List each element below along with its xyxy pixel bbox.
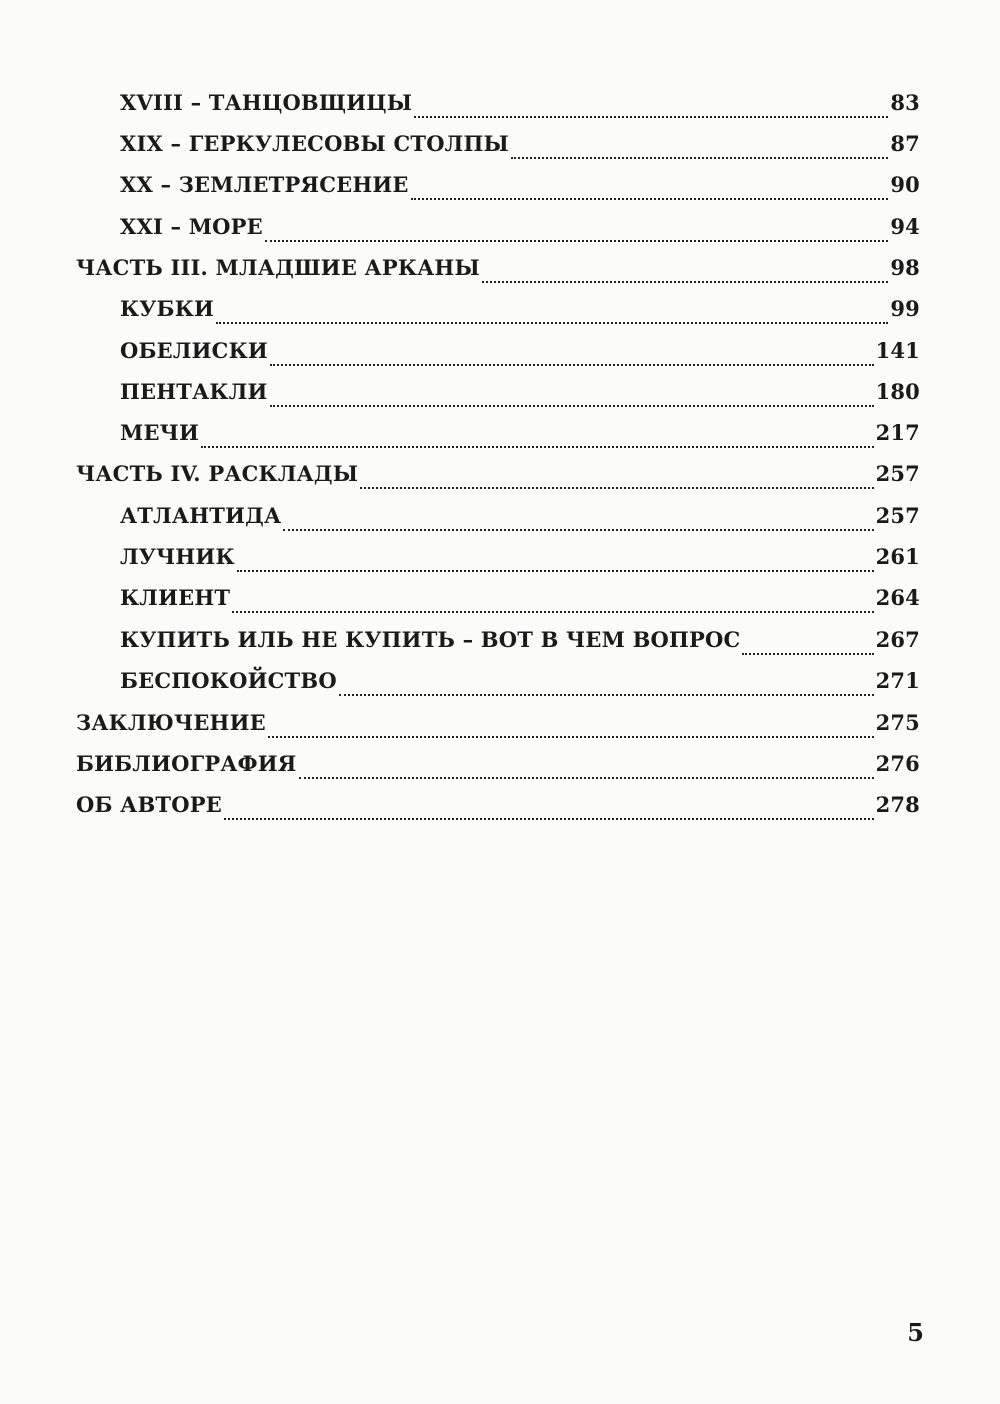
toc-part-entry[interactable] — [76, 461, 920, 495]
toc-entry-page: 94 — [890, 214, 920, 239]
toc-entry-title: ЧАСТЬ IV. РАСКЛАДЫ — [76, 461, 359, 486]
toc-entry[interactable] — [120, 90, 920, 124]
toc-entry-page: 180 — [875, 379, 920, 404]
toc-entry-page: 271 — [875, 668, 920, 693]
toc-entry-title: БИБЛИОГРАФИЯ — [76, 751, 297, 776]
toc-entry[interactable] — [120, 585, 920, 619]
toc-entry-page: 257 — [875, 503, 920, 528]
toc-entry[interactable] — [120, 131, 920, 165]
toc-leader-dots — [201, 446, 873, 448]
toc-leader-dots — [283, 529, 873, 531]
toc-leader-dots — [299, 777, 874, 779]
toc-entry-title: АТЛАНТИДА — [120, 503, 282, 528]
toc-leader-dots — [265, 240, 889, 242]
toc-entry[interactable] — [120, 172, 920, 206]
toc-part-entry[interactable] — [76, 792, 920, 826]
toc-entry-title: КУБКИ — [120, 296, 215, 321]
toc-entry[interactable] — [120, 214, 920, 248]
toc-entry-page: 90 — [890, 172, 920, 197]
toc-leader-dots — [237, 570, 874, 572]
toc-leader-dots — [339, 694, 874, 696]
toc-leader-dots — [511, 157, 888, 159]
toc-entry-page: 141 — [875, 338, 920, 363]
page-number: 5 — [907, 1318, 924, 1347]
toc-leader-dots — [360, 487, 873, 489]
toc-entry-page: 98 — [890, 255, 920, 280]
toc-entry-page: 261 — [875, 544, 920, 569]
toc-leader-dots — [482, 281, 888, 283]
toc-leader-dots — [216, 322, 888, 324]
toc-leader-dots — [411, 198, 889, 200]
toc-entry-title: ЗАКЛЮЧЕНИЕ — [76, 710, 266, 735]
toc-entry[interactable] — [120, 296, 920, 330]
toc-part-entry[interactable] — [76, 751, 920, 785]
toc-entry-title: ЧАСТЬ III. МЛАДШИЕ АРКАНЫ — [76, 255, 480, 280]
toc-entry[interactable] — [120, 503, 920, 537]
toc-entry-page: 275 — [875, 710, 920, 735]
toc-entry-page: 267 — [875, 627, 920, 652]
toc-entry-title: ОБЕЛИСКИ — [120, 338, 268, 363]
toc-entry-page: 264 — [875, 585, 920, 610]
toc-leader-dots — [224, 818, 874, 820]
toc-entry-page: 217 — [875, 420, 920, 445]
toc-entry-page: 83 — [890, 90, 920, 115]
toc-entry-title: XXI – МОРЕ — [120, 214, 263, 239]
toc-entry[interactable] — [120, 627, 920, 661]
toc-entry-page: 257 — [875, 461, 920, 486]
toc-entry-title: XIX – ГЕРКУЛЕСОВЫ СТОЛПЫ — [120, 131, 509, 156]
toc-entry-title: ЛУЧНИК — [120, 544, 235, 569]
toc-entry[interactable] — [120, 338, 920, 372]
toc-entry-title: ОБ АВТОРЕ — [76, 792, 222, 817]
toc-leader-dots — [270, 364, 874, 366]
toc-leader-dots — [414, 116, 888, 118]
toc-leader-dots — [270, 405, 874, 407]
toc-entry-page: 276 — [875, 751, 920, 776]
toc-entry-title: XVIII – ТАНЦОВЩИЦЫ — [120, 90, 413, 115]
toc-part-entry[interactable] — [76, 710, 920, 744]
toc-entry[interactable] — [120, 379, 920, 413]
toc-entry-page: 278 — [875, 792, 920, 817]
toc-entry[interactable] — [120, 668, 920, 702]
toc-entry-title: КУПИТЬ ИЛЬ НЕ КУПИТЬ – ВОТ В ЧЕМ ВОПРОС — [120, 627, 741, 652]
toc-part-entry[interactable] — [76, 255, 920, 289]
toc-entry[interactable] — [120, 544, 920, 578]
toc-leader-dots — [742, 653, 873, 655]
toc-leader-dots — [268, 736, 874, 738]
toc-leader-dots — [232, 611, 873, 613]
toc-entry[interactable] — [120, 420, 920, 454]
toc-entry-page: 87 — [890, 131, 920, 156]
toc-entry-title: КЛИЕНТ — [120, 585, 231, 610]
toc-entry-title: БЕСПОКОЙСТВО — [120, 668, 337, 693]
toc-entry-page: 99 — [890, 296, 920, 321]
toc-entry-title: МЕЧИ — [120, 420, 200, 445]
toc-entry-title: XX – ЗЕМЛЕТРЯСЕНИЕ — [120, 172, 409, 197]
toc-entry-title: ПЕНТАКЛИ — [120, 379, 268, 404]
